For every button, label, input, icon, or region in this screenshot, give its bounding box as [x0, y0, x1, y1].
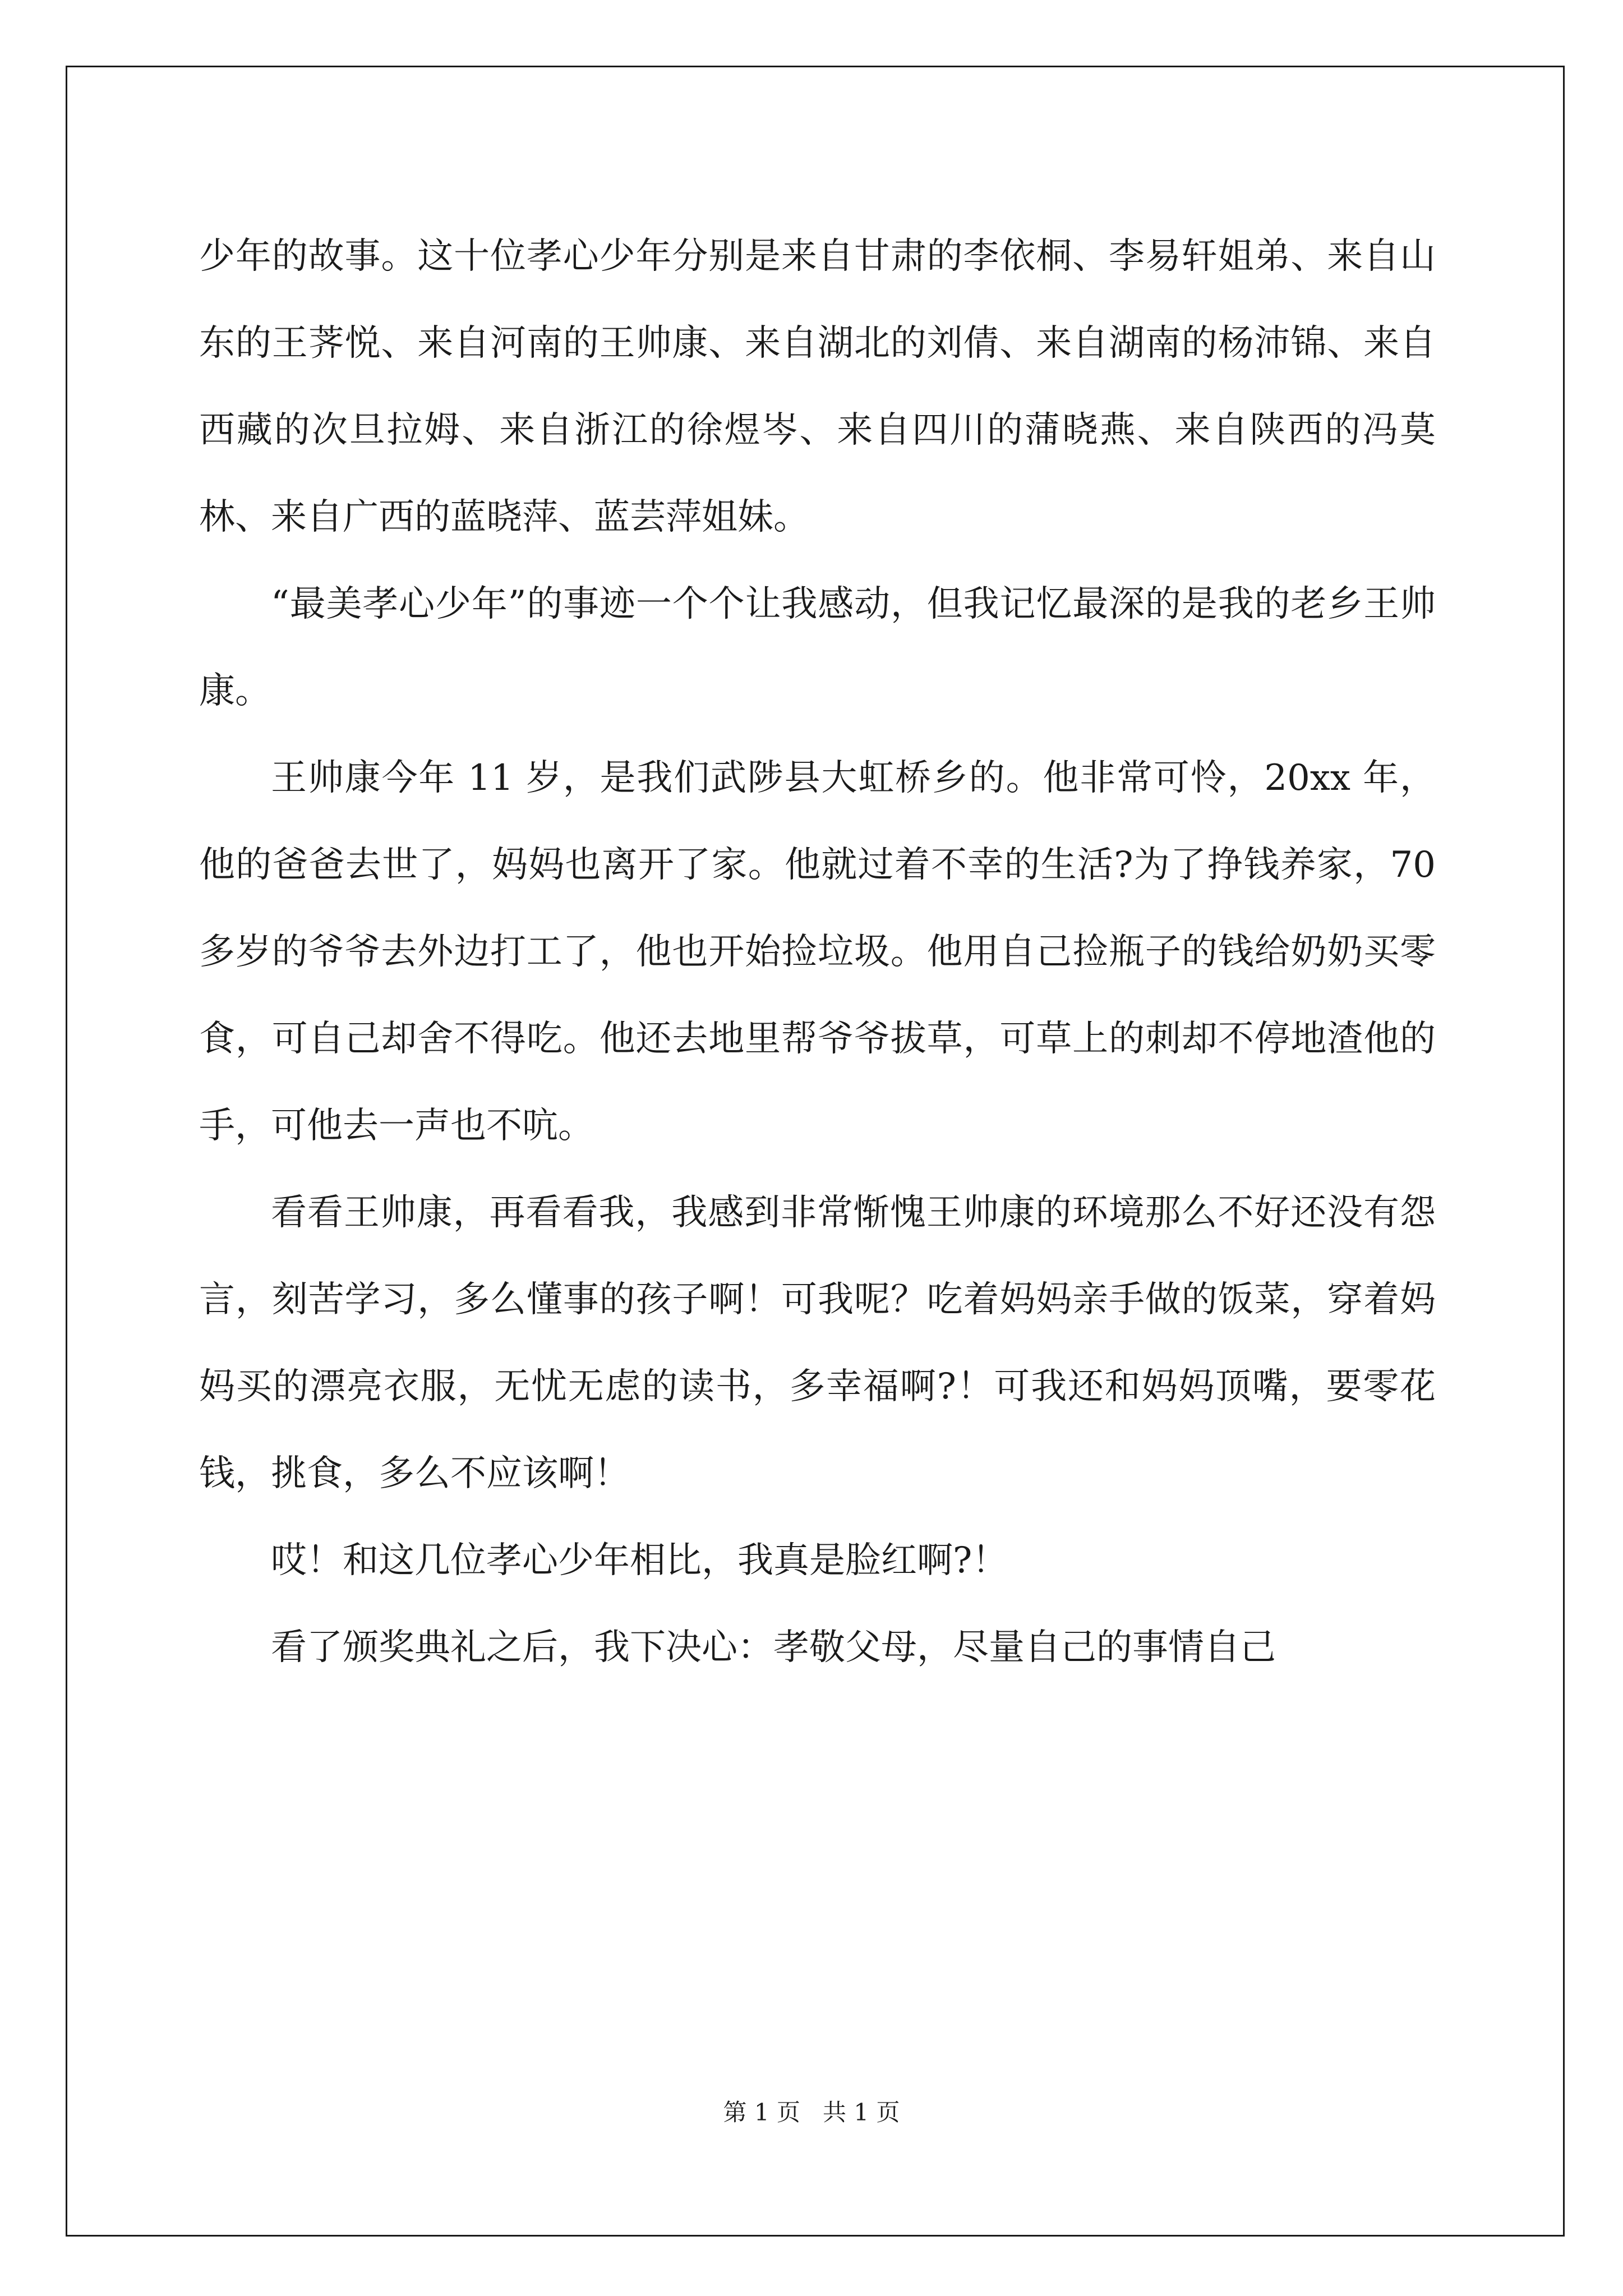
paragraph-4: 看看王帅康，再看看我，我感到非常惭愧王帅康的环境那么不好还没有怨言，刻苦学习，多么懂事的孩子啊！可我呢？吃着妈妈亲手做的饭菜，穿着妈妈买的漂亮衣服，无忧无虑的读书，多幸福啊?！可我还和妈妈顶嘴，要零花钱，挑食，多么不应该啊！	[199, 1192, 1436, 1494]
paragraph-5: 哎！和这几位孝心少年相比，我真是脸红啊?！	[271, 1540, 1008, 1581]
document-body	[199, 213, 1436, 1691]
paragraph-2: “最美孝心少年”的事迹一个个让我感动，但我记忆最深的是我的老乡王帅康。	[199, 583, 1436, 712]
paragraph-3: 王帅康今年 11 岁，是我们武陟县大虹桥乡的。他非常可怜，20xx 年，他的爸爸去世了，妈妈也离开了家。他就过着不幸的生活?为了挣钱养家，70 多岁的爷爷去外边打工了，他也开始捡垃圾。他用自己捡瓶子的钱给奶奶买零食，可自己却舍不得吃。他还去地里帮爷爷拔草，可草上的刺却不停地渣他的手，可他去一声也不吭。	[199, 757, 1436, 1147]
page-footer: 第 1 页 共 1 页	[723, 2099, 900, 2126]
paragraph-6: 看了颁奖典礼之后，我下决心：孝敬父母，尽量自己的事情自己	[271, 1627, 1276, 1668]
paragraph-1: 少年的故事。这十位孝心少年分别是来自甘肃的李依桐、李易轩姐弟、来自山东的王荠悦、来自河南的王帅康、来自湖北的刘倩、来自湖南的杨沛锦、来自西藏的次旦拉姆、来自浙江的徐煜岑、来自四川的蒲晓燕、来自陕西的冯莫林、来自广西的蓝晓萍、蓝芸萍姐妹。	[199, 236, 1436, 538]
